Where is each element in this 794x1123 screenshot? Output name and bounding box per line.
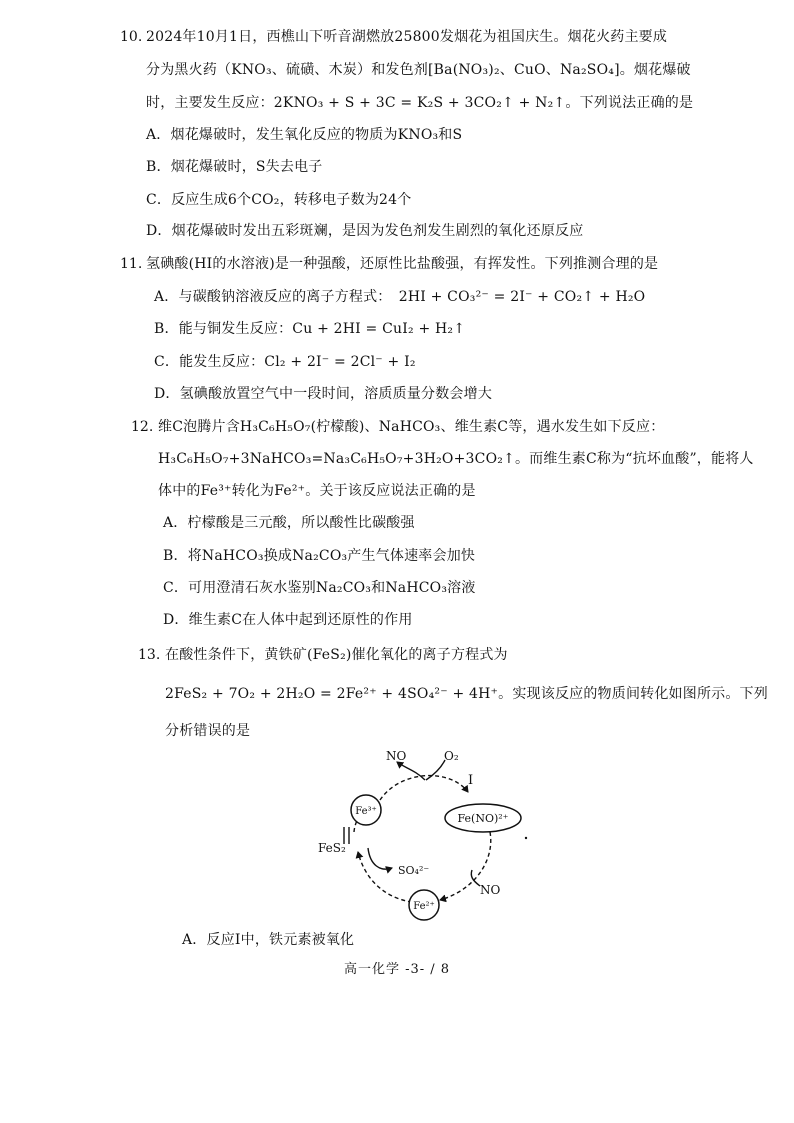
label-no-top: NO (386, 749, 407, 763)
q10-number: 10. (120, 29, 143, 45)
q12-option-d: D．维生素C在人体中起到还原性的作用 (163, 612, 413, 628)
cycle-arc-bottom (358, 852, 412, 902)
q13-option-a: A．反应I中，铁元素被氧化 (182, 932, 355, 948)
label-o2-top: O₂ (444, 749, 459, 763)
q13-stem-line-2: 2FeS₂ + 7O₂ + 2H₂O = 2Fe²⁺ + 4SO₄²⁻ + 4H⁺。实现该反应的物质间转化如图所示。下列 (165, 686, 768, 702)
no-release-arrow (397, 762, 425, 780)
q11-stem-line-1: 氢碘酸(HI的水溶液)是一种强酸，还原性比盐酸强，有挥发性。下列推测合理的是 (146, 256, 659, 272)
label-so4: SO₄²⁻ (398, 864, 430, 877)
label-reaction-1: I (468, 773, 474, 788)
label-no-bottom: NO (480, 883, 501, 897)
o2-consume-arrow (426, 760, 445, 780)
q13-number: 13. (138, 647, 161, 663)
label-fes2: FeS₂ (318, 841, 346, 855)
q12-stem-line-3: 体中的Fe³⁺转化为Fe²⁺。关于该反应说法正确的是 (158, 483, 476, 499)
q11-option-b: B．能与铜发生反应：Cu + 2HI = CuI₂ + H₂↑ (154, 321, 466, 337)
q11-option-c: C．能发生反应：Cl₂ + 2I⁻ = 2Cl⁻ + I₂ (154, 354, 416, 370)
q10-option-b: B．烟花爆破时，S失去电子 (146, 159, 323, 175)
page-footer (0, 958, 794, 977)
q10-stem-line-2: 分为黑火药（KNO₃、硫磺、木炭）和发色剂[Ba(NO₃)₂、CuO、Na₂SO₄]。烟花爆破 (146, 62, 691, 78)
q10-stem-line-1: 2024年10月1日，西樵山下听音湖燃放25800发烟花为祖国庆生。烟花火药主要成 (146, 29, 668, 45)
node-label-fe3: Fe³⁺ (355, 806, 377, 817)
reaction-cycle-diagram (300, 740, 540, 930)
q10-option-d: D．烟花爆破时发出五彩斑斓，是因为发色剂发生剧烈的氧化还原反应 (146, 223, 584, 239)
q12-stem-line-2: H₃C₆H₅O₇+3NaHCO₃=Na₃C₆H₅O₇+3H₂O+3CO₂↑。而维生素C称为“抗坏血酸”，能将人 (158, 451, 754, 467)
q10-stem-line-3: 时，主要发生反应：2KNO₃ + S + 3C = K₂S + 3CO₂↑ + N₂↑。下列说法正确的是 (146, 95, 694, 111)
q10-option-a: A．烟花爆破时，发生氧化反应的物质为KNO₃和S (146, 127, 463, 143)
q11-option-d: D．氢碘酸放置空气中一段时间，溶质质量分数会增大 (154, 386, 493, 402)
fes2-consume-arrow (368, 848, 392, 869)
q12-option-c: C．可用澄清石灰水鉴别Na₂CO₃和NaHCO₃溶液 (163, 580, 476, 596)
q10-option-c: C．反应生成6个CO₂，转移电子数为24个 (146, 192, 412, 208)
reaction-cycle-svg (300, 740, 540, 930)
node-label-fe2: Fe²⁺ (413, 901, 435, 912)
footer-text: 高一化学 -3- / 8 (343, 962, 451, 977)
q12-stem-line-1: 维C泡腾片含H₃C₆H₅O₇(柠檬酸)、NaHCO₃、维生素C等，遇水发生如下反应： (158, 419, 665, 435)
q13-stem-line-1: 在酸性条件下，黄铁矿(FeS₂)催化氧化的离子方程式为 (165, 647, 508, 663)
q12-option-a: A．柠檬酸是三元酸，所以酸性比碳酸强 (163, 515, 415, 531)
q12-option-b: B．将NaHCO₃换成Na₂CO₃产生气体速率会加快 (163, 548, 476, 564)
node-label-fe-no: Fe(NO)²⁺ (457, 812, 509, 825)
stray-dot (525, 837, 527, 839)
q11-option-a: A．与碳酸钠溶液反应的离子方程式： 2HI + CO₃²⁻ = 2I⁻ + CO₂↑ + H₂O (154, 289, 646, 305)
q12-number: 12. (131, 419, 154, 435)
q13-stem-line-3: 分析错误的是 (165, 723, 251, 739)
q11-number: 11. (120, 256, 143, 272)
